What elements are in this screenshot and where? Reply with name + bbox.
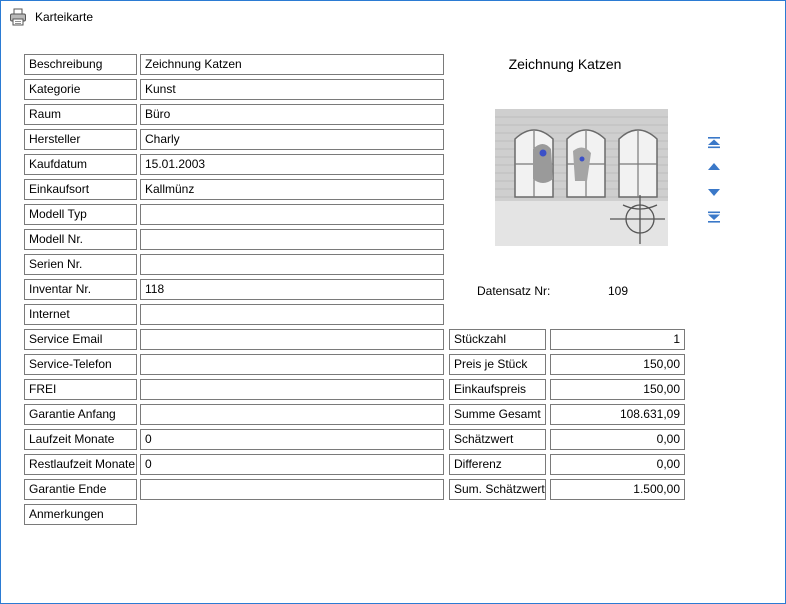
label-serien-nr: Serien Nr.	[24, 254, 137, 275]
field-raum[interactable]: Büro	[140, 104, 444, 125]
label-sum-schaetzwert: Sum. Schätzwert	[449, 479, 546, 500]
first-record-icon[interactable]	[706, 136, 722, 150]
field-internet[interactable]	[140, 304, 444, 325]
label-beschreibung: Beschreibung	[24, 54, 137, 75]
field-service-telefon[interactable]	[140, 354, 444, 375]
label-einkaufsort: Einkaufsort	[24, 179, 137, 200]
field-einkaufspreis[interactable]: 150,00	[550, 379, 685, 400]
label-restlaufzeit-monate: Restlaufzeit Monate	[24, 454, 137, 475]
label-kategorie: Kategorie	[24, 79, 137, 100]
label-differenz: Differenz	[449, 454, 546, 475]
label-hersteller: Hersteller	[24, 129, 137, 150]
field-serien-nr[interactable]	[140, 254, 444, 275]
field-kategorie[interactable]: Kunst	[140, 79, 444, 100]
field-stueckzahl[interactable]: 1	[550, 329, 685, 350]
field-frei[interactable]	[140, 379, 444, 400]
image-title: Zeichnung Katzen	[508, 56, 622, 72]
label-frei: FREI	[24, 379, 137, 400]
field-kaufdatum[interactable]: 15.01.2003	[140, 154, 444, 175]
field-modell-nr[interactable]	[140, 229, 444, 250]
field-hersteller[interactable]: Charly	[140, 129, 444, 150]
field-inventar-nr[interactable]: 118	[140, 279, 444, 300]
label-service-telefon: Service-Telefon	[24, 354, 137, 375]
label-garantie-ende: Garantie Ende	[24, 479, 137, 500]
record-number-value: 109	[608, 284, 629, 298]
next-record-icon[interactable]	[706, 185, 722, 199]
label-internet: Internet	[24, 304, 137, 325]
last-record-icon[interactable]	[706, 210, 722, 224]
label-garantie-anfang: Garantie Anfang	[24, 404, 137, 425]
field-sum-schaetzwert[interactable]: 1.500,00	[550, 479, 685, 500]
title-bar	[9, 7, 93, 27]
field-service-email[interactable]	[140, 329, 444, 350]
label-einkaufspreis: Einkaufspreis	[449, 379, 546, 400]
window-title: Karteikarte	[35, 10, 94, 24]
label-modell-nr: Modell Nr.	[24, 229, 137, 250]
label-laufzeit-monate: Laufzeit Monate	[24, 429, 137, 450]
field-laufzeit-monate[interactable]: 0	[140, 429, 444, 450]
previous-record-icon[interactable]	[706, 160, 722, 174]
field-schaetzwert[interactable]: 0,00	[550, 429, 685, 450]
field-modell-typ[interactable]	[140, 204, 444, 225]
label-modell-typ: Modell Typ	[24, 204, 137, 225]
label-service-email: Service Email	[24, 329, 137, 350]
field-differenz[interactable]: 0,00	[550, 454, 685, 475]
field-restlaufzeit-monate[interactable]: 0	[140, 454, 444, 475]
label-raum: Raum	[24, 104, 137, 125]
label-inventar-nr: Inventar Nr.	[24, 279, 137, 300]
label-anmerkungen: Anmerkungen	[24, 504, 137, 525]
field-garantie-anfang[interactable]	[140, 404, 444, 425]
field-preis-je-stueck[interactable]: 150,00	[550, 354, 685, 375]
record-number-label: Datensatz Nr:	[477, 284, 551, 298]
field-summe-gesamt[interactable]: 108.631,09	[550, 404, 685, 425]
label-stueckzahl: Stückzahl	[449, 329, 546, 350]
field-garantie-ende[interactable]	[140, 479, 444, 500]
field-einkaufsort[interactable]: Kallmünz	[140, 179, 444, 200]
label-summe-gesamt: Summe Gesamt	[449, 404, 546, 425]
item-photo	[495, 109, 668, 246]
label-preis-je-stueck: Preis je Stück	[449, 354, 546, 375]
field-beschreibung[interactable]: Zeichnung Katzen	[140, 54, 444, 75]
label-kaufdatum: Kaufdatum	[24, 154, 137, 175]
label-schaetzwert: Schätzwert	[449, 429, 546, 450]
printer-icon	[9, 8, 27, 26]
